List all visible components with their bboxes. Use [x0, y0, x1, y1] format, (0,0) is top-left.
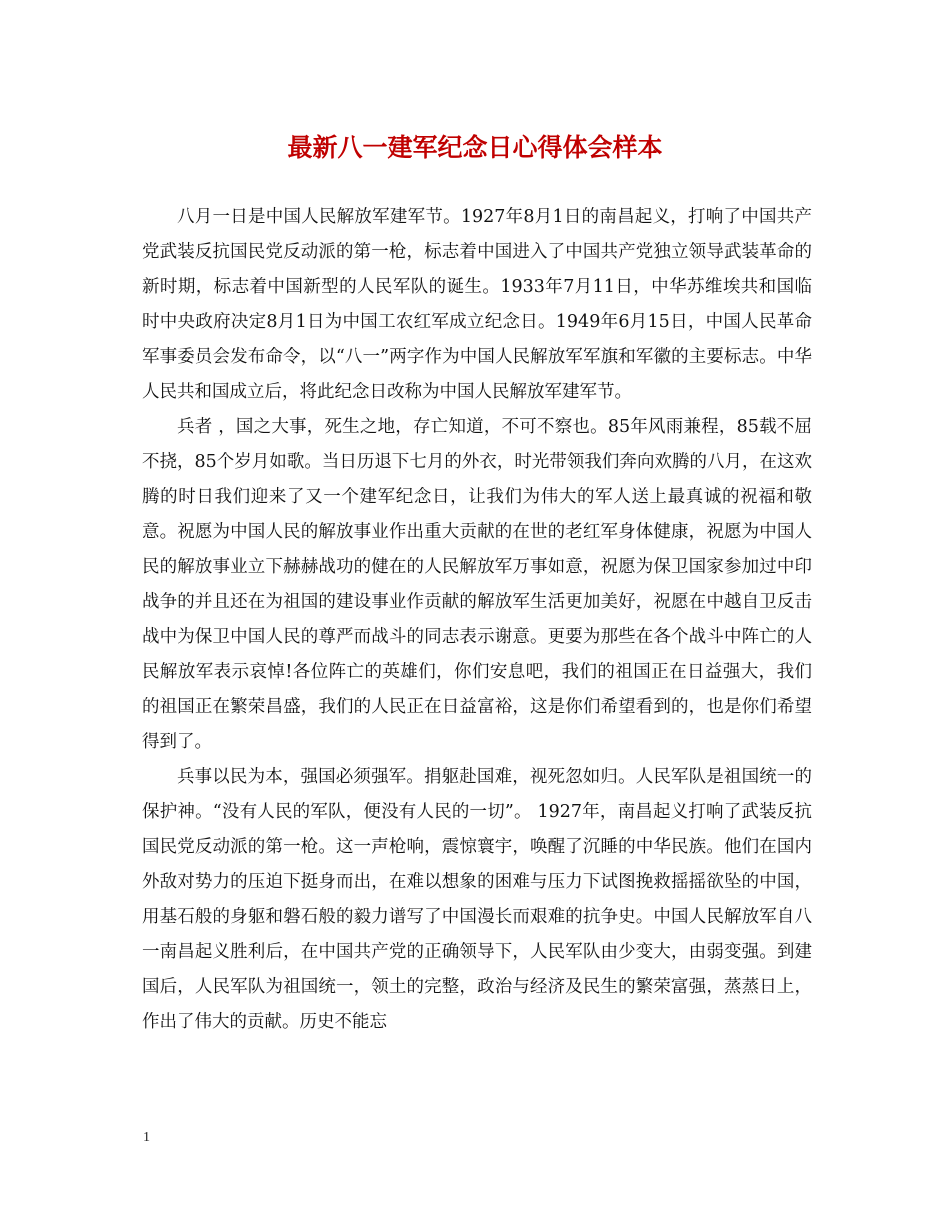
document-title: 最新八一建军纪念日心得体会样本 — [287, 133, 663, 162]
paragraph-3: 兵事以民为本，强国必须强军。捐躯赴国难，视死忽如归。人民军队是祖国统一的保护神。“没有人民的军队，便没有人民的一切”。 1927年，南昌起义打响了武装反抗国民党反动派的第一枪。这一声枪响，震惊寰宇，唤醒了沉睡的中华民族。他们在国内外敌对势力的压迫下挺身而出，在难以想象的困难与压力下试图挽救摇摇欲坠的中国，用基石般的身躯和磐石般的毅力谱写了中国漫长而艰难的抗争史。中国人民解放军自八一南昌起义胜利后，在中国共产党的正确领导下，人民军队由少变大，由弱变强。到建国后，人民军队为祖国统一，领土的完整，政治与经济及民生的繁荣富强，蒸蒸日上，作出了伟大的贡献。历史不能忘 — [142, 767, 812, 1032]
paragraph-1: 八月一日是中国人民解放军建军节。1927年8月1日的南昌起义，打响了中国共产党武装反抗国民党反动派的第一枪，标志着中国进入了中国共产党独立领导武装革命的新时期，标志着中国新型的人民军队的诞生。1933年7月11日，中华苏维埃共和国临时中央政府决定8月1日为中国工农红军成立纪念日。1949年6月15日，中国人民革命军事委员会发布命令，以“八一”两字作为中国人民解放军军旗和军徽的主要标志。中华人民共和国成立后，将此纪念日改称为中国人民解放军建军节。 — [142, 207, 812, 402]
page-number: 1 — [143, 1130, 150, 1145]
document-body — [142, 200, 812, 1040]
paragraph-2: 兵者 ，国之大事，死生之地，存亡知道，不可不察也。85年风雨兼程，85载不屈不挠，85个岁月如歌。当日历退下七月的外衣，时光带领我们奔向欢腾的八月，在这欢腾的时日我们迎来了又一个建军纪念日，让我们为伟大的军人送上最真诚的祝福和敬意。祝愿为中国人民的解放事业作出重大贡献的在世的老红军身体健康，祝愿为中国人民的解放事业立下赫赫战功的健在的人民解放军万事如意，祝愿为保卫国家参加过中印战争的并且还在为祖国的建设事业作贡献的解放军生活更加美好，祝愿在中越自卫反击战中为保卫中国人民的尊严而战斗的同志表示谢意。更要为那些在各个战斗中阵亡的人民解放军表示哀悼!各位阵亡的英雄们，你们安息吧，我们的祖国正在日益强大，我们的祖国正在繁荣昌盛，我们的人民正在日益富裕，这是你们希望看到的，也是你们希望得到了。 — [142, 417, 812, 752]
